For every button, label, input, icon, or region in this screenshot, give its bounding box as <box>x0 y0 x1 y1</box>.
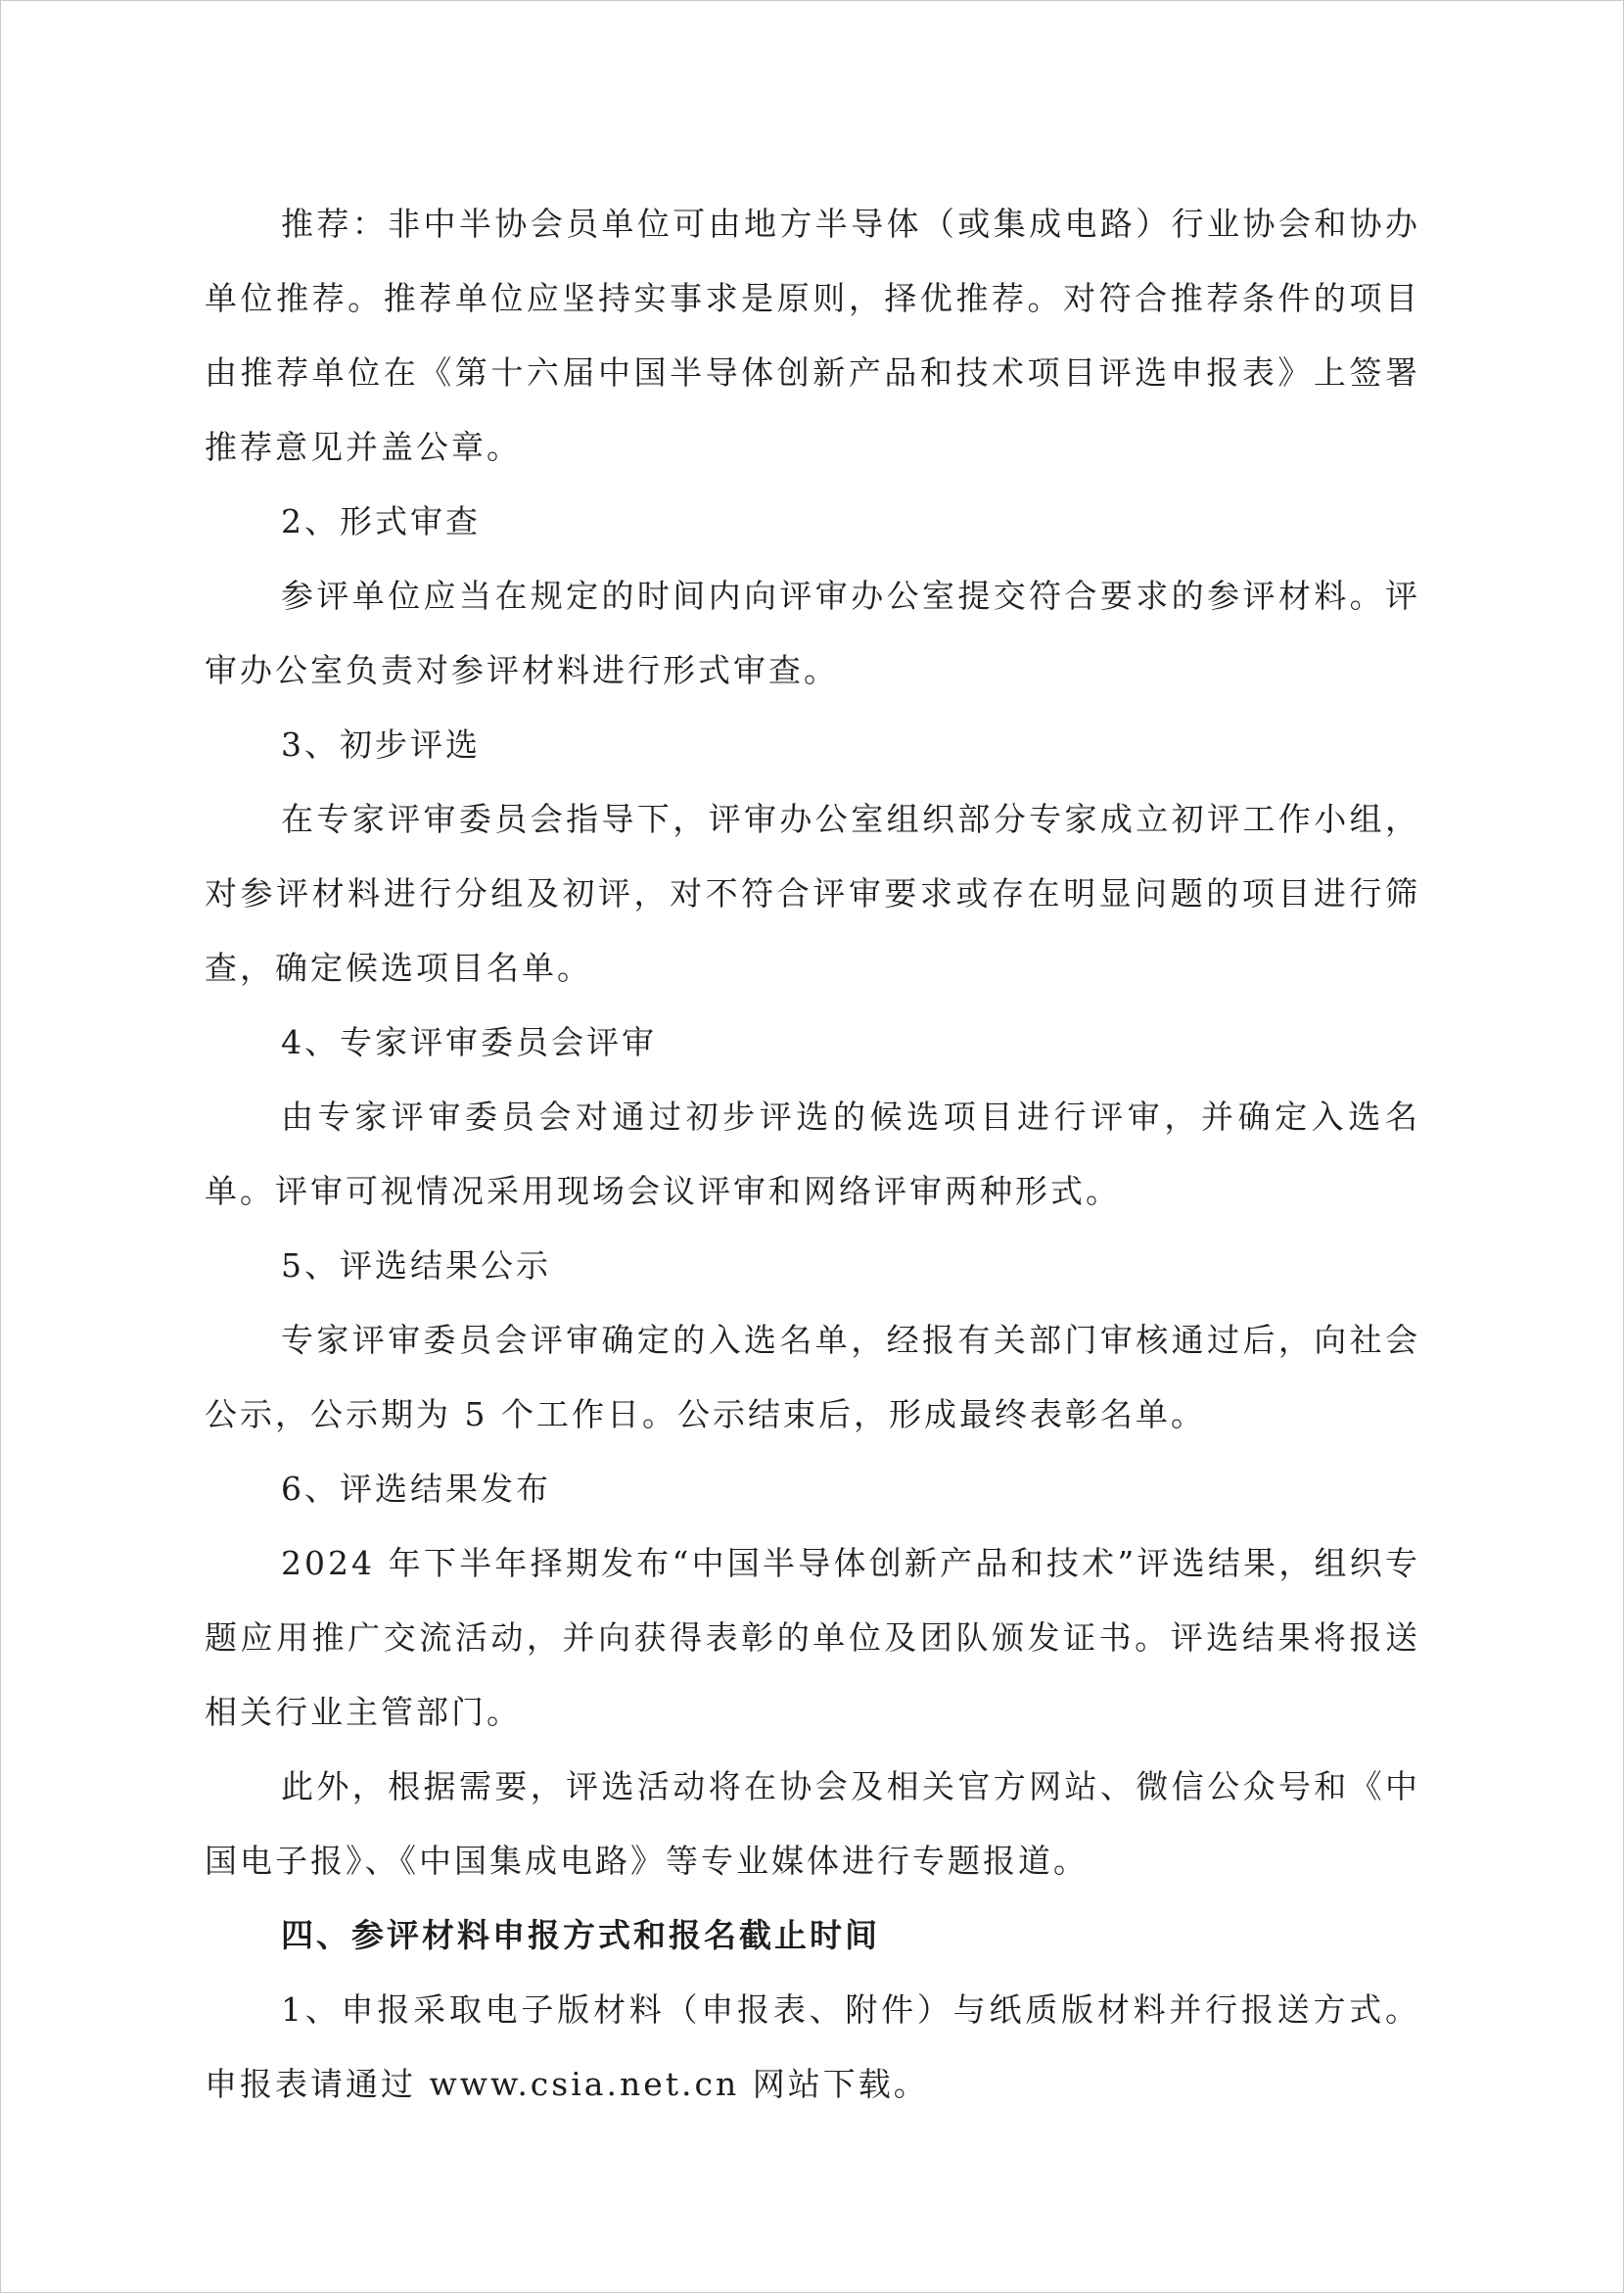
paragraph-recommendation: 推荐：非中半协会员单位可由地方半导体（或集成电路）行业协会和协办单位推荐。推荐单位应坚持实事求是原则，择优推荐。对符合推荐条件的项目由推荐单位在《第十六届中国半导体创新产品和技术项目评选申报表》上签署推荐意见并盖公章。 <box>205 205 1420 466</box>
paragraph-formal-review: 参评单位应当在规定的时间内向评审办公室提交符合要求的参评材料。评审办公室负责对参评材料进行形式审查。 <box>205 577 1420 689</box>
heading-result-publicity: 5、评选结果公示 <box>281 1246 551 1285</box>
paragraph-preliminary-selection: 在专家评审委员会指导下，评审办公室组织部分专家成立初评工作小组，对参评材料进行分组及初评，对不符合评审要求或存在明显问题的项目进行筛查，确定候选项目名单。 <box>205 800 1420 987</box>
document-body <box>205 187 1420 2122</box>
heading-result-release: 6、评选结果发布 <box>281 1470 551 1508</box>
section-heading-submission: 四、参评材料申报方式和报名截止时间 <box>281 1916 880 1954</box>
heading-preliminary-selection: 3、初步评选 <box>281 725 481 764</box>
paragraph-media-coverage: 此外，根据需要，评选活动将在协会及相关官方网站、微信公众号和《中国电子报》、《中国集成电路》等专业媒体进行专题报道。 <box>205 1767 1420 1880</box>
heading-expert-review: 4、专家评审委员会评审 <box>281 1023 657 1061</box>
paragraph-expert-review: 由专家评审委员会对通过初步评选的候选项目进行评审，并确定入选名单。评审可视情况采用现场会议评审和网络评审两种形式。 <box>205 1098 1420 1210</box>
heading-formal-review: 2、形式审查 <box>281 502 481 540</box>
paragraph-result-release: 2024 年下半年择期发布“中国半导体创新产品和技术”评选结果，组织专题应用推广交流活动，并向获得表彰的单位及团队颁发证书。评选结果将报送相关行业主管部门。 <box>205 1544 1420 1731</box>
paragraph-submission-method: 1、申报采取电子版材料（申报表、附件）与纸质版材料并行报送方式。申报表请通过 www.csia.net.cn 网站下载。 <box>205 1990 1420 2103</box>
paragraph-result-publicity: 专家评审委员会评审确定的入选名单，经报有关部门审核通过后，向社会公示，公示期为 5 个工作日。公示结束后，形成最终表彰名单。 <box>205 1321 1420 1433</box>
